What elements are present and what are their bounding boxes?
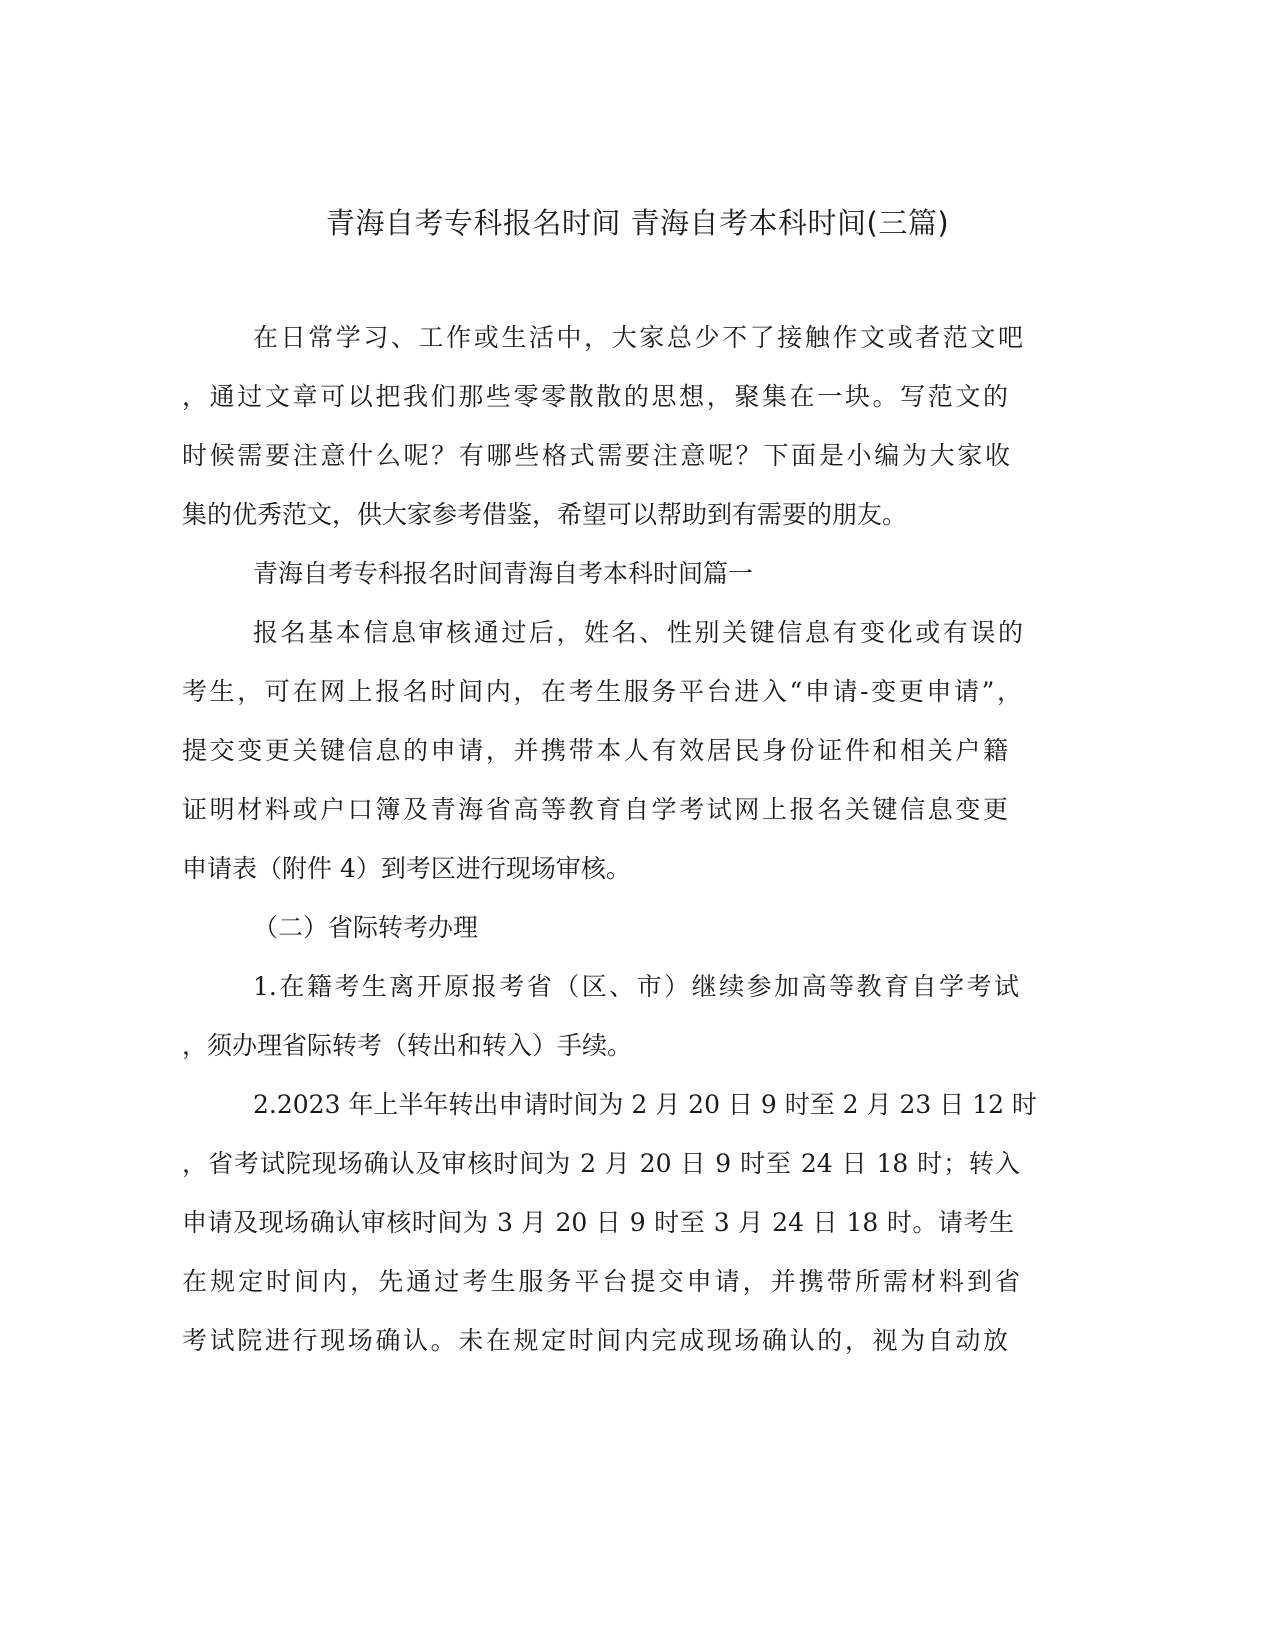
paragraph-line: 在规定时间内，先通过考生服务平台提交申请，并携带所需材料到省 bbox=[182, 1267, 1020, 1296]
paragraph-line: ，省考试院现场确认及审核时间为 2 月 20 日 9 时至 24 日 18 时；转入 bbox=[182, 1149, 1020, 1178]
paragraph-line: 考试院进行现场确认。未在规定时间内完成现场确认的，视为自动放 bbox=[182, 1326, 1008, 1355]
paragraph-line: 时候需要注意什么呢？有哪些格式需要注意呢？下面是小编为大家收 bbox=[182, 441, 1010, 470]
paragraph-line: 1.在籍考生离开原报考省（区、市）继续参加高等教育自学考试 bbox=[253, 972, 1019, 1001]
paragraph-line: 证明材料或户口簿及青海省高等教育自学考试网上报名关键信息变更 bbox=[182, 795, 1008, 824]
paragraph-line: 集的优秀范文，供大家参考借鉴，希望可以帮助到有需要的朋友。 bbox=[182, 500, 908, 529]
section-heading: 青海自考专科报名时间青海自考本科时间篇一 bbox=[253, 559, 754, 588]
subsection-heading: （二）省际转考办理 bbox=[253, 913, 479, 942]
paragraph-line: ，须办理省际转考（转出和转入）手续。 bbox=[182, 1031, 633, 1060]
paragraph-line: 申请及现场确认审核时间为 3 月 20 日 9 时至 3 月 24 日 18 时。请考生 bbox=[182, 1208, 1014, 1237]
paragraph-line: 考生，可在网上报名时间内，在考生服务平台进入“申请-变更申请”， bbox=[182, 677, 1022, 706]
paragraph-line: ，通过文章可以把我们那些零零散散的思想，聚集在一块。写范文的 bbox=[182, 382, 1008, 411]
document-title: 青海自考专科报名时间 青海自考本科时间(三篇) bbox=[325, 206, 950, 240]
paragraph-line: 2.2023 年上半年转出申请时间为 2 月 20 日 9 时至 2 月 23 日 12 时 bbox=[253, 1090, 1037, 1119]
paragraph-line: 申请表（附件 4）到考区进行现场审核。 bbox=[182, 854, 631, 883]
paragraph-line: 报名基本信息审核通过后，姓名、性别关键信息有变化或有误的 bbox=[253, 618, 1023, 647]
paragraph-line: 在日常学习、工作或生活中，大家总少不了接触作文或者范文吧 bbox=[253, 323, 1023, 352]
paragraph-line: 提交变更关键信息的申请，并携带本人有效居民身份证件和相关户籍 bbox=[182, 736, 1008, 765]
